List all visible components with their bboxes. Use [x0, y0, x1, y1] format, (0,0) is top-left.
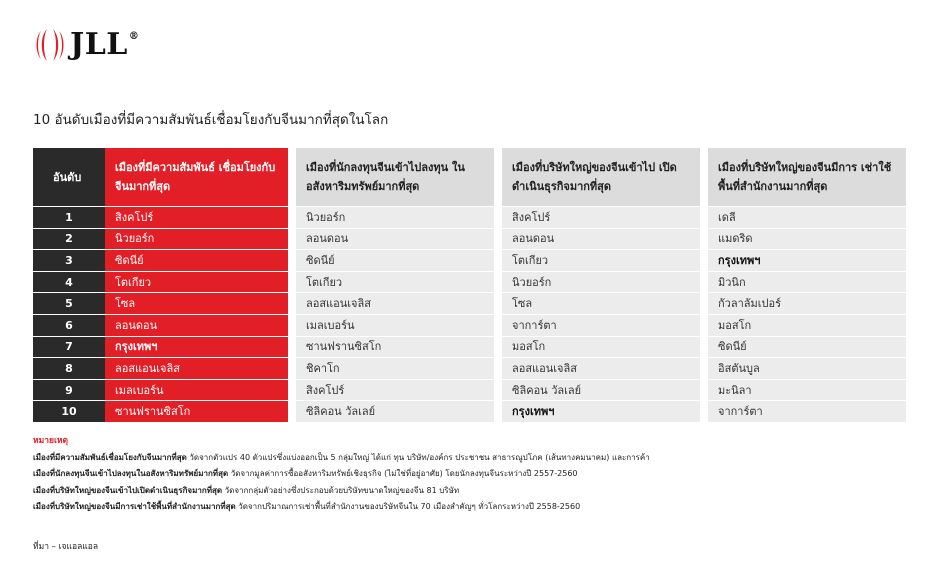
company-city-cell: กรุงเทพฯ [494, 400, 700, 422]
connected-city-cell: โตเกียว [105, 271, 288, 293]
investment-city-cell: สิงคโปร์ [288, 379, 494, 401]
connected-city-cell: ลอนดอน [105, 314, 288, 336]
connected-city-cell: ลอสแอนเจลิส [105, 357, 288, 379]
rank-cell: 5 [33, 292, 105, 314]
note-term: เมืองที่มีความสัมพันธ์เชื่อมโยงกับจีนมากที่สุด [33, 452, 187, 462]
connected-city-cell: ซิดนีย์ [105, 249, 288, 271]
table-row [33, 249, 906, 271]
note-line [33, 499, 913, 516]
company-city-cell: โซล [494, 292, 700, 314]
office-city-cell: มะนิลา [700, 379, 906, 401]
rank-cell: 6 [33, 314, 105, 336]
office-city-cell: แมดริด [700, 228, 906, 250]
office-city-cell: จาการ์ตา [700, 400, 906, 422]
investment-city-cell: ลอนดอน [288, 228, 494, 250]
header-rank: อันดับ [33, 148, 105, 206]
rank-cell: 10 [33, 400, 105, 422]
connected-city-cell: ซานฟรานซิสโก [105, 400, 288, 422]
note-text: วัดจากตัวแปร 40 ตัวแปรซึ่งแบ่งออกเป็น 5 กลุ่มใหญ่ ได้แก่ ทุน บริษัท/องค์กร ประชาชน สาธารณูปโภค (เส้นทางคมนาคม) และการค้า [189, 452, 650, 462]
jll-flame-icon [34, 28, 64, 62]
company-city-cell: โตเกียว [494, 249, 700, 271]
rank-cell: 7 [33, 336, 105, 358]
rank-cell: 1 [33, 206, 105, 228]
note-term: เมืองที่บริษัทใหญ่ของจีนมีการเช่าใช้พื้นที่สำนักงานมากที่สุด [33, 502, 236, 511]
header-company-cities: เมืองที่บริษัทใหญ่ของจีนเข้าไป เปิดดำเนินธุรกิจมากที่สุด [494, 148, 700, 206]
table-row [33, 379, 906, 401]
table-row [33, 206, 906, 228]
note-line [33, 466, 913, 483]
note-text: วัดจากกลุ่มตัวอย่างซึ่งประกอบด้วยบริษัทขนาดใหญ่ของจีน 81 บริษัท [224, 485, 460, 495]
table-row [33, 336, 906, 358]
connected-city-cell: โซล [105, 292, 288, 314]
company-city-cell: สิงคโปร์ [494, 206, 700, 228]
company-city-cell: ลอนดอน [494, 228, 700, 250]
note-term: เมืองที่นักลงทุนจีนเข้าไปลงทุนในอสังหาริมทรัพย์มากที่สุด [33, 469, 229, 478]
page-title: 10 อันดับเมืองที่มีความสัมพันธ์เชื่อมโยงกับจีนมากที่สุดในโลก [33, 112, 389, 128]
rank-cell: 9 [33, 379, 105, 401]
investment-city-cell: ชิคาโก [288, 357, 494, 379]
company-city-cell: จาการ์ตา [494, 314, 700, 336]
rank-cell: 3 [33, 249, 105, 271]
header-connected-cities: เมืองที่มีความสัมพันธ์ เชื่อมโยงกับจีนมากที่สุด [105, 148, 288, 206]
table-row [33, 400, 906, 422]
table-row [33, 228, 906, 250]
office-city-cell: กรุงเทพฯ [700, 249, 906, 271]
investment-city-cell: เมลเบอร์น [288, 314, 494, 336]
rank-cell: 2 [33, 228, 105, 250]
note-line [33, 483, 913, 500]
company-city-cell: นิวยอร์ก [494, 271, 700, 293]
office-city-cell: มอสโก [700, 314, 906, 336]
table-row [33, 292, 906, 314]
rank-cell: 4 [33, 271, 105, 293]
note-line [33, 450, 913, 467]
connected-city-cell: กรุงเทพฯ [105, 336, 288, 358]
connected-city-cell: เมลเบอร์น [105, 379, 288, 401]
table-row [33, 314, 906, 336]
table-row [33, 357, 906, 379]
office-city-cell: กัวลาลัมเปอร์ [700, 292, 906, 314]
note-text: วัดจากมูลค่าการซื้ออสังหาริมทรัพย์เชิงธุรกิจ (ไม่ใช่ที่อยู่อาศัย) โดยนักลงทุนจีนระหว่างปี 2557-2560 [230, 469, 578, 478]
note-term: เมืองที่บริษัทใหญ่ของจีนเข้าไปเปิดดำเนินธุรกิจมากที่สุด [33, 485, 223, 495]
connected-city-cell: นิวยอร์ก [105, 228, 288, 250]
investment-city-cell: ซานฟรานซิสโก [288, 336, 494, 358]
investment-city-cell: โตเกียว [288, 271, 494, 293]
office-city-cell: เดลี [700, 206, 906, 228]
source-line: ที่มา – เจแอลแอล [33, 542, 99, 552]
connected-city-cell: สิงคโปร์ [105, 206, 288, 228]
header-office-cities: เมืองที่บริษัทใหญ่ของจีนมีการ เช่าใช้พื้นที่สำนักงานมากที่สุด [700, 148, 906, 206]
note-text: วัดจากปริมาณการเช่าพื้นที่สำนักงานของบริษัทจีนใน 70 เมืองสำคัญๆ ทั่วโลกระหว่างปี 2558-2560 [238, 502, 581, 511]
company-city-cell: มอสโก [494, 336, 700, 358]
table-header-row [33, 148, 906, 206]
logo-wordmark: JLL® [70, 27, 140, 62]
table-row [33, 271, 906, 293]
investment-city-cell: นิวยอร์ก [288, 206, 494, 228]
office-city-cell: ซิดนีย์ [700, 336, 906, 358]
rank-cell: 8 [33, 357, 105, 379]
jll-logo [34, 26, 139, 64]
company-city-cell: ลอสแอนเจลิส [494, 357, 700, 379]
investment-city-cell: ลอสแอนเจลิส [288, 292, 494, 314]
header-investment-cities: เมืองที่นักลงทุนจีนเข้าไปลงทุน ในอสังหาริมทรัพย์มากที่สุด [288, 148, 494, 206]
investment-city-cell: ซิลิคอน วัลเลย์ [288, 400, 494, 422]
notes-section [33, 433, 913, 516]
office-city-cell: อิสตันบูล [700, 357, 906, 379]
company-city-cell: ซิลิคอน วัลเลย์ [494, 379, 700, 401]
notes-heading: หมายเหตุ [33, 436, 68, 446]
investment-city-cell: ซิดนีย์ [288, 249, 494, 271]
office-city-cell: มิวนิก [700, 271, 906, 293]
ranking-table [33, 148, 906, 422]
